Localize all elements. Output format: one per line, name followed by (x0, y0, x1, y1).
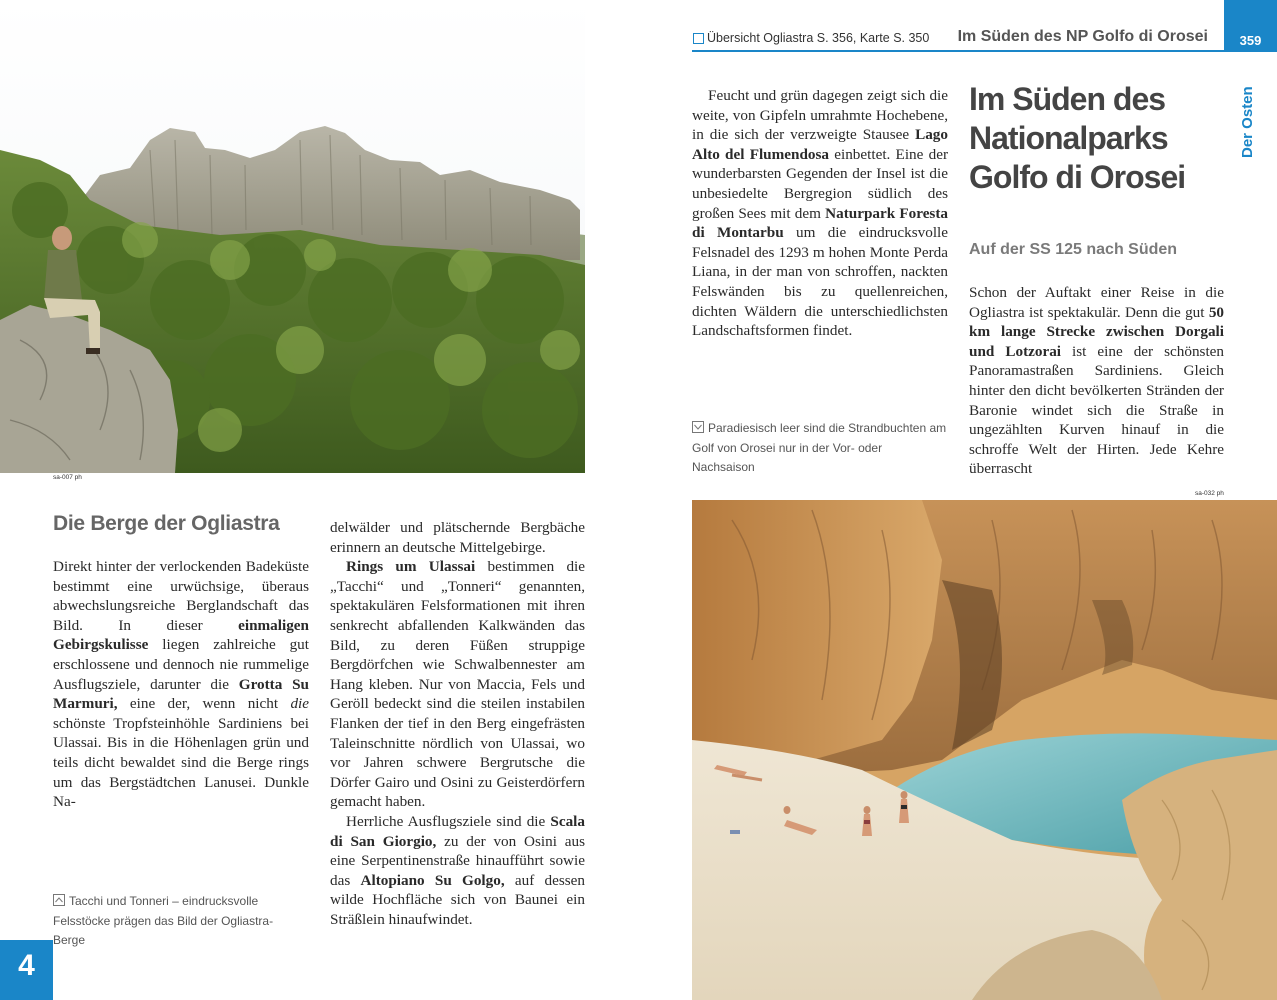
chapter-title (969, 80, 1225, 197)
page-number-tab (1224, 0, 1277, 52)
caption-arrow-down-icon (692, 421, 704, 433)
beach-photo (692, 500, 1277, 1000)
paragraph: Herrliche Ausflugsziele sind die Scala di San Giorgio, zu der von Osini aus eine Serpentinenstraße hinaufführt sowie das Altopiano Su Golgo, auf dessen wilde Hochfläche sich von Baunei ein Sträßlein hinaufwindet. (330, 812, 585, 928)
photo-caption: Tacchi und Tonneri – eindrucksvolle Felsstöcke prägen das Bild der Ogliastra-Berge (53, 894, 274, 948)
paragraph: Schon der Auftakt einer Reise in die Ogliastra ist spektakulär. Denn die gut 50 km lange Strecke zwischen Dorgali und Lotzorai ist eine der schönsten Panoramastraßen Sardiniens. Gleich hinter den dicht bevölkerten Stränden der Baronie windet sich die Straße in ungezählten Kurven hinauf in die schroffe Welt der Hirten. Jede Kehre überrascht (969, 284, 1225, 478)
paragraph: Rings um Ulassai bestimmen die „Tacchi“ und „Tonneri“ genannten, spektakulären Felsformationen mit ihren senkrecht abfallenden Kalkwänden das Bild, zu deren Füßen struppige Bergdörfchen wie Schwalbennester am Hang kleben. Nur von Maccia, Fels und Geröll bedeckt sind die steilen instabilen Flanken der tief in den Berg eingefrästen Taleinschnitte nördlich von Ulassai, wo vor Jahren schwere Bergrutsche die Dörfer Gairo und Osini zu Geisterdörfern gemacht haben. (330, 558, 586, 811)
caption-arrow-up-icon (53, 894, 65, 906)
chapter-title-line: Golfo di Orosei (969, 159, 1186, 195)
chapter-title-line: Im Süden des (969, 81, 1166, 117)
paragraph: delwälder und plätschernde Bergbäche erinnern an deutsche Mittelgebirge. (330, 519, 585, 556)
paragraph: Direkt hinter der verlockenden Badeküste bestimmt eine urwüchsige, überaus abwechslungsreiche Berglandschaft das Bild. In dieser einmaligen Gebirgskulisse liegen zahlreiche gut erschlossene und dennoch nie rummelige Ausflugsziele, darunter die Grotta Su Marmuri, eine der, wenn nicht die schönste Tropfsteinhöhle Sardiniens bei Ulassai. Bis in die Höhenlagen grün und teils dicht bewaldet sind die Berge rings um das Bergstädtchen Lanusei. Dunkle Na- (53, 558, 309, 811)
running-header (692, 28, 1224, 50)
right-column-1 (692, 86, 948, 341)
header-rule (692, 50, 1224, 52)
header-title: Im Süden des NP Golfo di Orosei (957, 28, 1208, 45)
subheading: Auf der SS 125 nach Süden (969, 241, 1178, 258)
right-column-2 (969, 283, 1224, 479)
photo-credit: sa-007 ph (53, 474, 82, 481)
left-column-2 (330, 518, 585, 929)
square-icon (693, 33, 704, 44)
page-number: 4 (18, 949, 35, 982)
paragraph: Feucht und grün dagegen zeigt sich die weite, von Gipfeln umrahmte Hochebene, in die sich der verzweigte Stausee Lago Alto del Flumendosa einbettet. Eine der wunderbarsten Gegenden der Insel ist die unbesiedelte Bergregion südlich des großen Sees mit dem Naturpark Foresta di Montarbu um die eindrucksvolle Felsnadel des 1293 m hohen Monte Perda Liana, in der man von schroffen, nackten Felswänden bis zu quellenreichen, dichten Wäldern die unterschiedlichsten Landschaftsformen findet. (692, 87, 949, 340)
section-tab-label: Der Osten (1239, 86, 1256, 158)
photo-credit: sa-032 ph (1195, 490, 1224, 497)
photo-caption: Paradiesisch leer sind die Strandbuchten am Golf von Orosei nur in der Vor- oder Nachsaison (692, 421, 947, 475)
header-reference: Übersicht Ogliastra S. 356, Karte S. 350 (707, 31, 930, 45)
section-title: Die Berge der Ogliastra (53, 512, 280, 535)
mountain-photo (0, 0, 585, 473)
page-number-badge (0, 940, 53, 1000)
page-number: 359 (1239, 33, 1262, 48)
left-column-1 (53, 557, 309, 812)
chapter-title-line: Nationalparks (969, 120, 1168, 156)
